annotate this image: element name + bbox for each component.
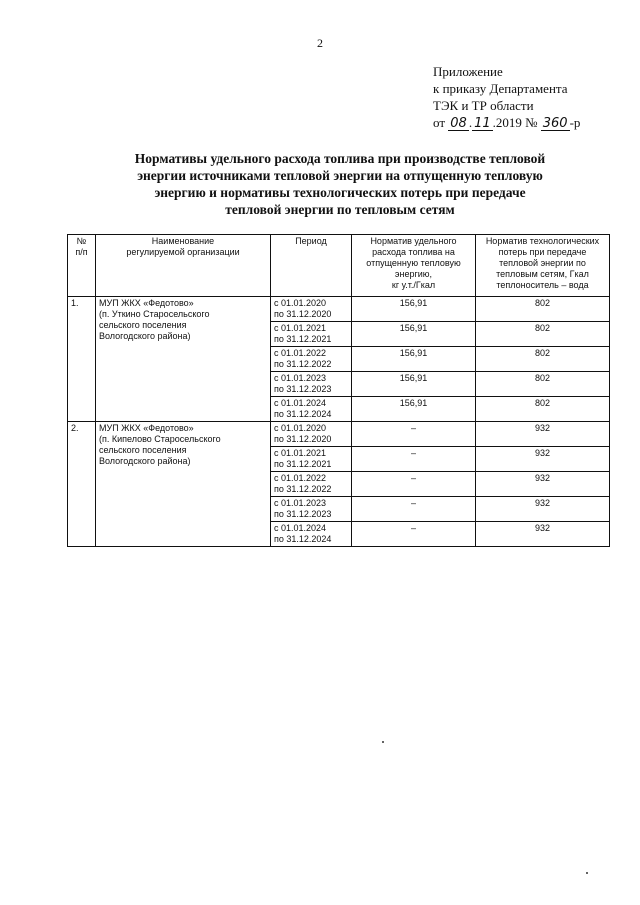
header-text: регулируемой организации (126, 247, 240, 257)
org-name-line: сельского поселения (99, 445, 187, 455)
org-name-line: (п. Уткино Старосельского (99, 309, 210, 319)
period-cell (271, 372, 352, 397)
header-text: тепловой энергии по (499, 258, 586, 268)
period-cell (271, 397, 352, 422)
date-month: 11 (474, 116, 491, 131)
document-title (95, 150, 585, 218)
period-to: по 31.12.2024 (274, 409, 332, 419)
period-from: с 01.01.2022 (274, 473, 327, 483)
loss-norm-cell: 932 (476, 422, 610, 447)
fuel-norm-cell: – (352, 497, 476, 522)
row-number: 2. (68, 422, 96, 547)
period-from: с 01.01.2023 (274, 498, 327, 508)
header-period (271, 235, 352, 297)
title-line: энергии источниками тепловой энергии на отпущенную тепловую (137, 168, 543, 183)
date-dot: . (468, 115, 473, 130)
header-text: Норматив технологических (485, 236, 600, 246)
period-to: по 31.12.2020 (274, 434, 332, 444)
date-year: .2019 № (492, 115, 538, 130)
header-text: потерь при передаче (498, 247, 587, 257)
header-text: расхода топлива на (372, 247, 455, 257)
header-text: № (76, 236, 87, 246)
table-header-row (68, 235, 610, 297)
appendix-block (433, 63, 580, 131)
appendix-date-line (433, 114, 580, 131)
header-text: теплоноситель – вода (496, 280, 589, 290)
loss-norm-cell: 932 (476, 497, 610, 522)
period-to: по 31.12.2021 (274, 334, 332, 344)
period-cell (271, 522, 352, 547)
org-name-line: сельского поселения (99, 320, 187, 330)
scan-speck (382, 741, 384, 743)
period-from: с 01.01.2020 (274, 423, 327, 433)
header-num (68, 235, 96, 297)
norms-table (67, 234, 610, 547)
date-prefix: от (433, 115, 446, 130)
header-text: кг у.т./Гкал (391, 280, 436, 290)
header-text: Норматив удельного (370, 236, 457, 246)
period-to: по 31.12.2023 (274, 384, 332, 394)
period-cell (271, 472, 352, 497)
row-number: 1. (68, 297, 96, 422)
period-to: по 31.12.2020 (274, 309, 332, 319)
period-from: с 01.01.2021 (274, 448, 327, 458)
period-cell (271, 447, 352, 472)
period-cell (271, 297, 352, 322)
loss-norm-cell: 802 (476, 372, 610, 397)
header-text: п/п (75, 247, 88, 257)
period-from: с 01.01.2023 (274, 373, 327, 383)
loss-norm-cell: 932 (476, 447, 610, 472)
title-line: энергию и нормативы технологических потерь при передаче (154, 185, 526, 200)
period-from: с 01.01.2020 (274, 298, 327, 308)
scan-speck (586, 872, 588, 874)
order-number: 360 (542, 116, 568, 131)
period-from: с 01.01.2024 (274, 523, 327, 533)
fuel-norm-cell: – (352, 447, 476, 472)
header-text: Период (295, 236, 327, 246)
loss-norm-cell: 932 (476, 472, 610, 497)
fuel-norm-cell: – (352, 472, 476, 497)
organization-name (96, 297, 271, 422)
fuel-norm-cell: 156,91 (352, 322, 476, 347)
period-from: с 01.01.2021 (274, 323, 327, 333)
page-number: 2 (317, 36, 323, 50)
appendix-order-ref: к приказу Департамента (433, 81, 568, 96)
header-text: энергию, (394, 269, 433, 279)
header-fuel-norm (352, 235, 476, 297)
table-row (68, 422, 610, 447)
period-to: по 31.12.2022 (274, 484, 332, 494)
header-org (96, 235, 271, 297)
period-to: по 31.12.2022 (274, 359, 332, 369)
fuel-norm-cell: 156,91 (352, 397, 476, 422)
org-name-line: (п. Кипелово Старосельского (99, 434, 221, 444)
period-cell (271, 322, 352, 347)
org-name-line: МУП ЖКХ «Федотово» (99, 423, 194, 433)
title-line: Нормативы удельного расхода топлива при производстве тепловой (134, 151, 546, 166)
table-row (68, 297, 610, 322)
appendix-title: Приложение (433, 64, 503, 79)
appendix-department: ТЭК и ТР области (433, 98, 534, 113)
header-text: тепловым сетям, Гкал (496, 269, 589, 279)
period-cell (271, 497, 352, 522)
header-text: Наименование (151, 236, 215, 246)
period-to: по 31.12.2021 (274, 459, 332, 469)
org-name-line: МУП ЖКХ «Федотово» (99, 298, 194, 308)
order-suffix: -р (569, 115, 581, 130)
fuel-norm-cell: – (352, 522, 476, 547)
period-from: с 01.01.2022 (274, 348, 327, 358)
org-name-line: Вологодского района) (99, 456, 191, 466)
fuel-norm-cell: – (352, 422, 476, 447)
loss-norm-cell: 802 (476, 322, 610, 347)
loss-norm-cell: 802 (476, 397, 610, 422)
header-text: отпущенную тепловую (366, 258, 461, 268)
title-line: тепловой энергии по тепловым сетям (225, 202, 455, 217)
fuel-norm-cell: 156,91 (352, 347, 476, 372)
date-day: 08 (450, 116, 467, 131)
fuel-norm-cell: 156,91 (352, 297, 476, 322)
loss-norm-cell: 802 (476, 297, 610, 322)
org-name-line: Вологодского района) (99, 331, 191, 341)
loss-norm-cell: 802 (476, 347, 610, 372)
period-cell (271, 422, 352, 447)
loss-norm-cell: 932 (476, 522, 610, 547)
period-from: с 01.01.2024 (274, 398, 327, 408)
fuel-norm-cell: 156,91 (352, 372, 476, 397)
organization-name (96, 422, 271, 547)
header-loss-norm (476, 235, 610, 297)
period-to: по 31.12.2024 (274, 534, 332, 544)
period-to: по 31.12.2023 (274, 509, 332, 519)
period-cell (271, 347, 352, 372)
